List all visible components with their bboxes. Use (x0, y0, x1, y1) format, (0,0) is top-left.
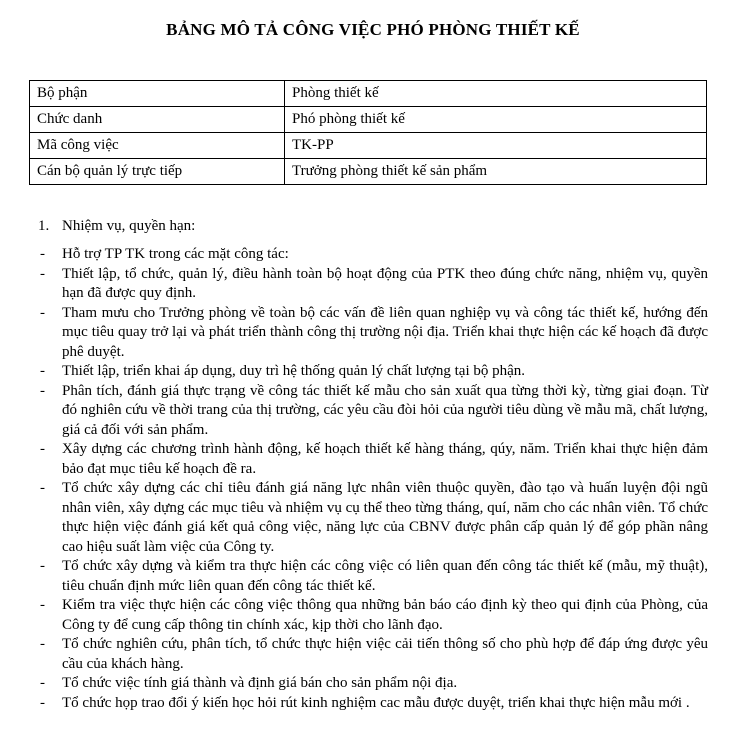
bullet-marker: - (40, 441, 45, 457)
list-item (38, 635, 708, 674)
bullet-marker: - (40, 304, 45, 321)
job-code-value: TK-PP (285, 133, 707, 159)
department-label: Bộ phận (30, 81, 285, 107)
list-item (38, 362, 708, 382)
duty-text: Kiểm tra việc thực hiện các công việc thông qua những bản báo cáo định kỳ theo qui định của Phòng, của Công ty để cung cấp thông tin chính xác, kịp thời cho lãnh đạo. (62, 597, 708, 633)
list-item (38, 674, 708, 694)
bullet-marker: - (40, 265, 45, 282)
direct-manager-value: Trưởng phòng thiết kế sản phẩm (285, 159, 707, 185)
table-row (30, 159, 707, 185)
table-row (30, 81, 707, 107)
bullet-marker: - (40, 636, 45, 652)
job-code-label: Mã công việc (30, 133, 285, 159)
direct-manager-label: Cán bộ quản lý trực tiếp (30, 159, 285, 185)
list-item (38, 265, 708, 304)
duty-text: Tổ chức nghiên cứu, phân tích, tổ chức thực hiện việc cải tiến thông số cho phù hợp để đáp ứng được yêu cầu của khách hàng. (62, 636, 708, 672)
bullet-marker: - (40, 694, 45, 711)
section-number: 1. (38, 218, 50, 234)
bullet-marker: - (40, 382, 45, 399)
bullet-marker: - (40, 246, 45, 262)
duties-list (38, 245, 708, 713)
bullet-marker: - (40, 597, 45, 613)
section-heading (38, 218, 195, 235)
duty-text: Hỗ trợ TP TK trong các mặt công tác: (62, 246, 289, 262)
position-value: Phó phòng thiết kế (285, 107, 707, 133)
list-item (38, 479, 708, 557)
bullet-marker: - (40, 675, 45, 691)
list-item (38, 596, 708, 635)
bullet-marker: - (40, 480, 45, 496)
duty-text: Phân tích, đánh giá thực trạng về công tác thiết kế mẫu cho sản xuất qua từng thời kỳ, từng giai đoạn. Từ đó nghiên cứu về thời trang của thị trường, các yêu cầu đòi hỏi của người tiêu dùng về mẫu mã, chất lượng, giá cả đối với sản phẩm. (62, 382, 708, 438)
duty-text: Tổ chức xây dựng các chỉ tiêu đánh giá năng lực nhân viên thuộc quyền, đào tạo và huấn luyện đội ngũ nhân viên, xây dựng các mục tiêu và nhiệm vụ cụ thể theo từng tháng, quí, năm cho các nhân viên. Tổ chức thực hiện việc đánh giá kết quả công việc, năng lực của CBNV được phân cấp quản lý để góp phần nâng cao hiệu suất làm việc của Công ty. (62, 480, 708, 555)
duty-text: Tham mưu cho Trưởng phòng về toàn bộ các vấn đề liên quan nghiệp vụ và công tác thiết kế, hướng đến mục tiêu quay trở lại và phát triển thành công thị trường nội địa. Triển khai thực hiện các kế hoạch đã được phê duyệt. (62, 304, 708, 360)
duty-text: Tổ chức xây dựng và kiểm tra thực hiện các công việc có liên quan đến công tác thiết kế (mẫu, mỹ thuật), tiêu chuẩn định mức liên quan đến công tác thiết kế. (62, 558, 708, 594)
table-row (30, 133, 707, 159)
table-row (30, 107, 707, 133)
list-item (38, 557, 708, 596)
list-item (38, 382, 708, 441)
duty-text: Tổ chức việc tính giá thành và định giá bán cho sản phẩm nội địa. (62, 675, 458, 691)
position-label: Chức danh (30, 107, 285, 133)
list-item (38, 304, 708, 363)
bullet-marker: - (40, 558, 45, 574)
list-item (38, 440, 708, 479)
section-title: Nhiệm vụ, quyền hạn: (62, 218, 196, 234)
duty-text: Xây dựng các chương trình hành động, kế hoạch thiết kế hàng tháng, qúy, năm. Triển khai thực hiện đảm bảo đạt mục tiêu kế hoạch đề ra. (62, 441, 708, 477)
duty-text: Thiết lập, triển khai áp dụng, duy trì hệ thống quản lý chất lượng tại bộ phận. (62, 363, 526, 379)
document-title: BẢNG MÔ TẢ CÔNG VIỆC PHÓ PHÒNG THIẾT KẾ (166, 20, 580, 39)
department-value: Phòng thiết kế (285, 81, 707, 107)
list-item (38, 694, 708, 714)
duty-text: Tổ chức họp trao đổi ý kiến học hỏi rút kinh nghiệm cac mẫu được duyệt, triển khai thực hiện mẫu mới . (62, 694, 690, 711)
bullet-marker: - (40, 363, 45, 379)
duty-text: Thiết lập, tổ chức, quản lý, điều hành toàn bộ hoạt động của PTK theo đúng chức năng, nhiệm vụ, quyền hạn đã được quy định. (62, 265, 708, 301)
list-item (38, 245, 708, 265)
job-info-table (29, 80, 707, 185)
